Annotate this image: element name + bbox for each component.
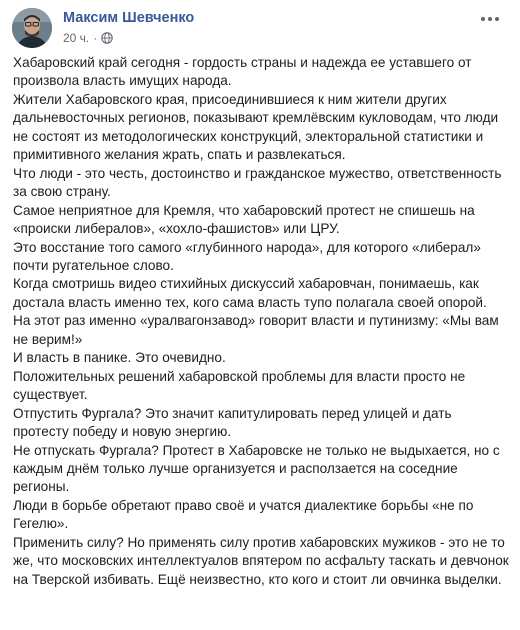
post-meta bbox=[63, 31, 113, 45]
post-paragraph: Жители Хабаровского края, присоединившиеся к ним жители других дальневосточных регионов, показывают кремлёвским кукловодам, что люди не состоят из методологических конструкций, электоральной статистики и примитивного желания жрать, спать и развлекаться. bbox=[13, 91, 499, 163]
post-header bbox=[12, 8, 508, 48]
post-paragraph: Отпустить Фургала? Это значит капитулировать перед улицей и дать протесту победу и новую энергию. bbox=[13, 405, 452, 440]
meta-separator: · bbox=[93, 31, 98, 45]
post-timestamp[interactable]: 20 ч. bbox=[63, 31, 90, 45]
post-paragraph: Хабаровский край сегодня - гордость страны и надежда ее уставшего от произвола власть имущих народа. bbox=[13, 55, 472, 89]
author-avatar[interactable] bbox=[12, 8, 52, 48]
post-paragraph: Применить силу? Но применять силу против хабаровских мужиков - это не то же, что московских интеллектуалов впятером по асфальту таскать и девчонок на Тверской избивать. Ещё неизвестно, кто кого и стоит ли овчинка выделки. bbox=[13, 534, 509, 587]
post-paragraph: Самое неприятное для Кремля, что хабаровский протест не спишешь на «происки либералов», «хохло-фашистов» или ЦРУ. bbox=[13, 202, 475, 237]
post-paragraph: Не отпускать Фургала? Протест в Хабаровске не только не выдыхается, но с каждым днём только лучше организуется и расползается на соседние регионы. bbox=[13, 442, 500, 495]
post-text bbox=[13, 54, 511, 589]
post-paragraph: Положительных решений хабаровской проблемы для власти просто не существует. bbox=[13, 368, 466, 403]
author-name[interactable]: Максим Шевченко bbox=[63, 10, 195, 26]
post-paragraph: Что люди - это честь, достоинство и гражданское мужество, ответственность за свою страну. bbox=[13, 165, 502, 200]
post-paragraph: Это восстание того самого «глубинного народа», для которого «либерал» почти ругательное слово. bbox=[13, 239, 481, 273]
post-paragraph: И власть в панике. Это очевидно. bbox=[13, 350, 226, 366]
post-paragraph: Люди в борьбе обретают право своё и учатся диалектике борьбы «не по Гегелю». bbox=[13, 497, 474, 532]
globe-icon bbox=[101, 32, 113, 44]
post-paragraph: На этот раз именно «уралвагонзавод» говорит власти и путинизму: «Мы вам не верим!» bbox=[13, 313, 499, 347]
post-paragraph: Когда смотришь видео стихийных дискуссий хабаровчан, понимаешь, как достала власть именно тех, кого сама власть тупо полагала своей опорой. bbox=[13, 276, 487, 310]
more-options-icon[interactable] bbox=[478, 10, 502, 28]
